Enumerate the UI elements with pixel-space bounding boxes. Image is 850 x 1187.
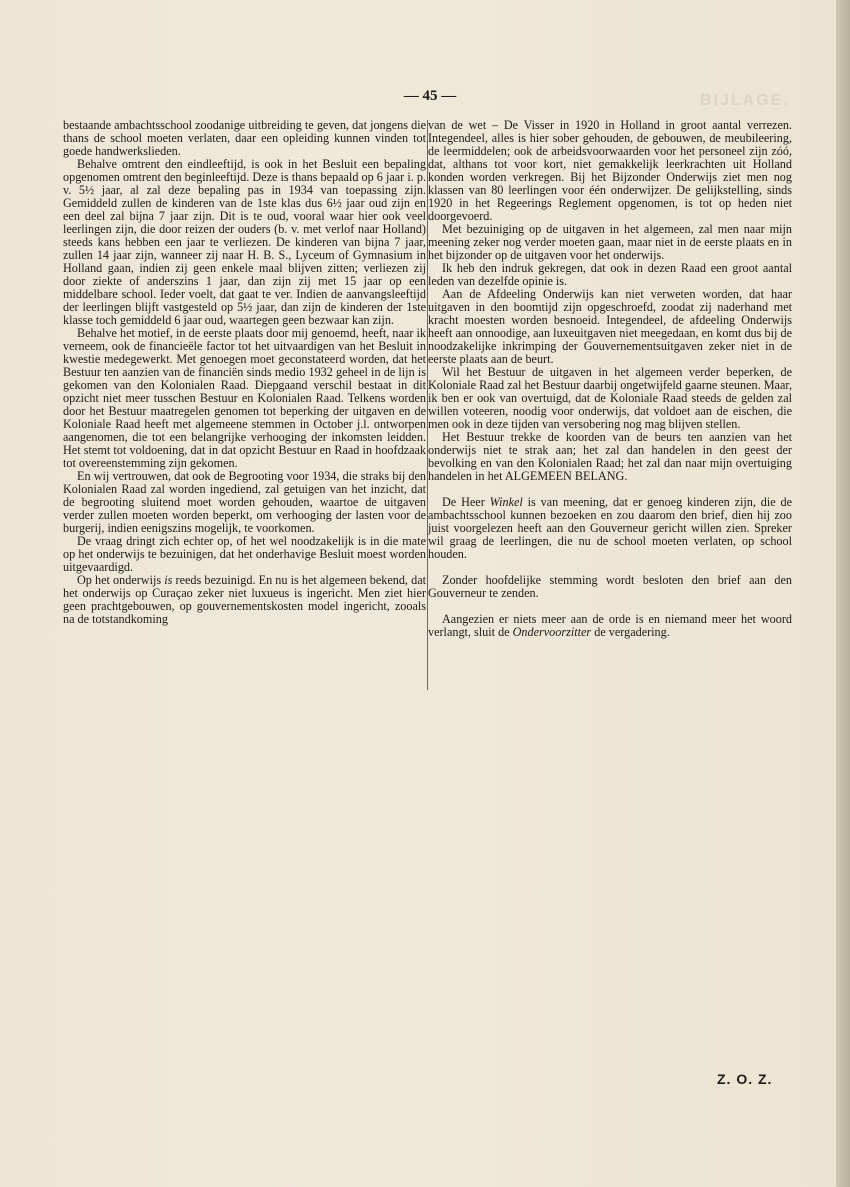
paragraph: bestaande ambachtsschool zoodanige uitbreiding te geven, dat jongens die thans de school moeten verlaten, daar een opleiding kunnen vinden tot goede handwerkslieden.: [63, 118, 426, 158]
left-column: [63, 119, 426, 626]
paragraph: Wil het Bestuur de uitgaven in het algemeen verder beperken, de Koloniale Raad zal het Bestuur daarbij ongetwijfeld gaarne steunen. Maar, ik ben er ook van overtuigd, dat de Koloniale Raad steeds de gelden zal willen voteeren, noodig voor onderwijs, dat voldoet aan de eischen, die men ook in deze tijden van versobering nog mag blijven stellen.: [428, 365, 792, 431]
speaker-title: Ondervoorzitter: [512, 625, 592, 639]
turn-over-note: Z. O. Z.: [717, 1071, 773, 1087]
paragraph: [428, 613, 792, 639]
speaker-name: Winkel: [489, 495, 523, 509]
watermark: BIJLAGE.: [700, 92, 790, 109]
paragraph: van de wet – De Visser in 1920 in Holland in groot aantal verrezen. Integendeel, alles is hier sober gehouden, de gebouwen, de meubileering, de leermiddelen; ook de arbeidsvoorwaarden voor het personeel zijn zóó, dat, althans tot voor kort, niet gemakkelijk leerkrachten uit Holland konden worden verkregen. Bij het Bijzonder Onderwijs ziet men nog klassen van 80 leerlingen voor één onderwijzer. De gelijkstelling, sinds 1920 in het Regeerings Reglement opgenomen, is tot op heden niet doorgevoerd.: [428, 118, 792, 223]
text-run: de vergadering.: [591, 625, 670, 639]
paragraph: Met bezuiniging op de uitgaven in het algemeen, zal men naar mijn meening zeker nog verder moeten gaan, maar niet in de eerste plaats en in het bijzonder op de uitgaven voor het onderwijs.: [428, 222, 792, 262]
paragraph: En wij vertrouwen, dat ook de Begrooting voor 1934, die straks bij den Kolonialen Raad zal worden ingediend, zal getuigen van het inzicht, dat de begrooting sluitend moet worden gehouden, waartoe de uitgaven verder zullen moeten worden beperkt, om verhooging der lasten voor de burgerij, indien eenigszins mogelijk, te voorkomen.: [63, 469, 426, 535]
page-number: — 45 —: [403, 88, 457, 104]
paragraph: Het Bestuur trekke de koorden van de beurs ten aanzien van het onderwijs niet te strak aan; het zal dan handelen in den geest der bevolking en van den Kolonialen Raad; het zal dan naar mijn overtuiging handelen in het ALGEMEEN BELANG.: [428, 430, 792, 483]
right-column: [428, 119, 792, 639]
text-run: De Heer: [442, 495, 490, 509]
text-run: Aangezien er niets meer aan de orde is en niemand meer het woord verlangt, sluit de: [428, 612, 792, 639]
page-edge: [836, 0, 850, 1187]
paragraph: Behalve het motief, in de eerste plaats door mij genoemd, heeft, naar ik verneem, ook de financieële factor tot het uitvaardigen van het Besluit in kwestie medegewerkt. Met genoegen moet geconstateerd worden, dat het Bestuur ten aanzien van de financiën sinds medio 1932 geheel in de lijn is gekomen van den Kolonialen Raad. Diepgaand verschil bestaat in dit opzicht niet meer tusschen Bestuur en Kolonialen Raad. Telkens worden door het Bestuur maatregelen genomen tot beperking der uitgaven en de Koloniale Raad heeft met algemeene stemmen in October j.l. ontworpen aangenomen, die tot een belangrijke verhooging der inkomsten leidden. Het stemt tot voldoening, dat in dat opzicht Bestuur en Raad in hoofdzaak tot overeenstemming zijn gekomen.: [63, 326, 426, 470]
paragraph: De vraag dringt zich echter op, of het wel noodzakelijk is in die mate op het onderwijs te bezuinigen, dat het onderhavige Besluit moest worden uitgevaardigd.: [63, 534, 426, 574]
paragraph: [428, 496, 792, 561]
paragraph: Behalve omtrent den eindleeftijd, is ook in het Besluit een bepaling opgenomen omtrent den beginleeftijd. Deze is thans bepaald op 6 jaar i. p. v. 5½ jaar, al zal deze bepaling pas in 1934 van toepassing zijn. Gemiddeld zullen de kinderen van de 1ste klas dus 6½ jaar oud zijn en een deel zal bijna 7 jaar zijn. Dit is te oud, vooral waar hier ook veel leerlingen zijn, die door reizen der ouders (b. v. met verlof naar Holland) steeds kans hebben een jaar te verliezen. De kinderen van bijna 7 jaar, zullen 14 jaar zijn, wanneer zij naar H. B. S., Lyceum of Gymnasium in Holland gaan, indien zij geen enkele maal blijven zitten; verliezen zij door ziekte of anderszins 1 jaar, dan zijn zij met 15 jaar op een middelbare school. Ieder voelt, dat gaat te ver. Indien de aanvangsleeftijd der leerlingen blijft vastgesteld op 5½ jaar, dan zijn de kinderen der 1ste klasse toch gemiddeld 6 jaar oud, waartegen geen bezwaar kan zijn.: [63, 157, 426, 327]
emphasis: is: [164, 573, 173, 587]
text-run: is van meening, dat er genoeg kinderen zijn, die de ambachtsschool kunnen bezoeken en zou daarom den brief, dien hij zoo juist voorgelezen heeft aan den Gouverneur gericht willen zien. Spreker wil graag de leerlingen, die nu de school moeten verlaten, op school houden.: [428, 495, 792, 561]
paragraph: Zonder hoofdelijke stemming wordt besloten den brief aan den Gouverneur te zenden.: [428, 573, 792, 600]
paragraph: Aan de Afdeeling Onderwijs kan niet verweten worden, dat haar uitgaven in den boomtijd zijn opgeschroefd, zoodat zij naderhand met kracht moesten worden besnoeid. Integendeel, de afdeeling Onderwijs heeft aan onnoodige, aan luxeuitgaven niet meegedaan, en komt dus bij de noodzakelijke inkrimping der Gouvernementsuitgaven zeker niet in de eerste plaats aan de beurt.: [428, 287, 792, 366]
text-run: reeds bezuinigd. En nu is het algemeen bekend, dat het onderwijs op Curaçao zeker niet luxueus is ingericht. Men ziet hier geen prachtgebouwen, op gouvernementskosten model ingericht, zooals na de totstandkoming: [63, 573, 426, 626]
text-run: Op het onderwijs: [77, 573, 165, 587]
paragraph: [63, 574, 426, 626]
paragraph: Ik heb den indruk gekregen, dat ook in dezen Raad een groot aantal leden van dezelfde opinie is.: [428, 261, 792, 288]
